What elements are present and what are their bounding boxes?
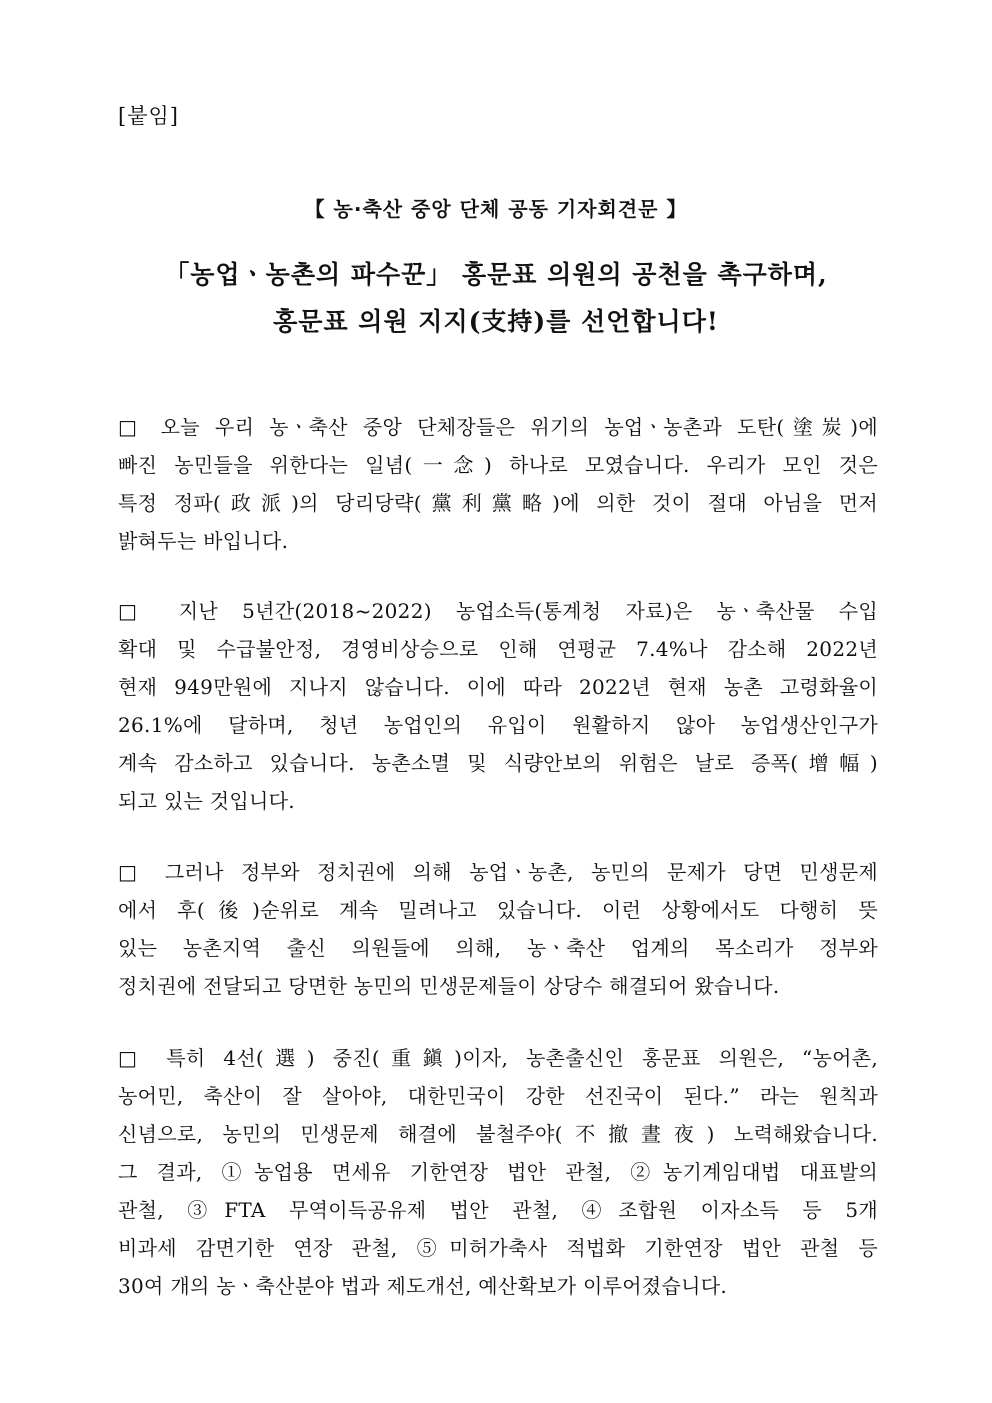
paragraph-line: 정치권에 전달되고 당면한 농민의 민생문제들이 상당수 해결되어 왔습니다. xyxy=(118,974,780,998)
main-title-line-1: 「농업ㆍ농촌의 파수꾼」 홍문표 의원의 공천을 촉구하며, xyxy=(164,260,828,289)
paragraph-line: 되고 있는 것입니다. xyxy=(118,789,295,813)
paragraph-line: □ 오늘 우리 농ㆍ축산 중앙 단체장들은 위기의 농업ㆍ농촌과 도탄(塗炭)에 xyxy=(118,415,878,439)
paragraph-line: 30여 개의 농ㆍ축산분야 법과 제도개선, 예산확보가 이루어졌습니다. xyxy=(118,1274,728,1298)
paragraph-line: 특정 정파(政派)의 당리당략(黨利黨略)에 의한 것이 절대 아님을 먼저 xyxy=(118,491,878,515)
paragraph-2 xyxy=(118,592,878,820)
paragraph-line: 현재 949만원에 지나지 않습니다. 이에 따라 2022년 현재 농촌 고령화율이 xyxy=(118,675,878,699)
paragraph-line: 비과세 감면기한 연장 관철, ⑤미허가축사 적법화 기한연장 법안 관철 등 xyxy=(118,1236,878,1260)
paragraph-line: 에서 후(後)순위로 계속 밀려나고 있습니다. 이런 상황에서도 다행히 뜻 xyxy=(118,898,878,922)
paragraph-line: □ 지난 5년간(2018~2022) 농업소득(통계청 자료)은 농ㆍ축산물 수입 xyxy=(118,599,878,623)
paragraph-1 xyxy=(118,408,878,560)
press-conference-subtitle: 【 농·축산 중앙 단체 공동 기자회견문 】 xyxy=(304,197,688,221)
paragraph-line: □ 그러나 정부와 정치권에 의해 농업ㆍ농촌, 농민의 문제가 당면 민생문제 xyxy=(118,860,878,884)
paragraph-line: 농어민, 축산이 잘 살아야, 대한민국이 강한 선진국이 된다.” 라는 원칙과 xyxy=(118,1084,878,1108)
paragraph-line: 계속 감소하고 있습니다. 농촌소멸 및 식량안보의 위험은 날로 증폭(增幅) xyxy=(118,751,878,775)
paragraph-3 xyxy=(118,853,878,1005)
paragraph-line: 관철, ③FTA 무역이득공유제 법안 관철, ④조합원 이자소득 등 5개 xyxy=(118,1198,878,1222)
main-title-line-2: 홍문표 의원 지지(支持)를 선언합니다! xyxy=(273,307,719,336)
paragraph-line: 있는 농촌지역 출신 의원들에 의해, 농ㆍ축산 업계의 목소리가 정부와 xyxy=(118,936,878,960)
attachment-label: [붙임] xyxy=(118,104,179,128)
paragraph-line: 신념으로, 농민의 민생문제 해결에 불철주야(不撤晝夜) 노력해왔습니다. xyxy=(118,1122,878,1146)
paragraph-line: 26.1%에 달하며, 청년 농업인의 유입이 원활하지 않아 농업생산인구가 xyxy=(118,713,878,737)
paragraph-line: 빠진 농민들을 위한다는 일념(一念) 하나로 모였습니다. 우리가 모인 것은 xyxy=(118,453,878,477)
paragraph-4 xyxy=(118,1039,878,1305)
paragraph-line: 밝혀두는 바입니다. xyxy=(118,529,289,553)
paragraph-line: 확대 및 수급불안정, 경영비상승으로 인해 연평균 7.4%나 감소해 2022년 xyxy=(118,637,878,661)
paragraph-line: 그 결과, ①농업용 면세유 기한연장 법안 관철, ②농기계임대법 대표발의 xyxy=(118,1160,878,1184)
paragraph-line: □ 특히 4선(選) 중진(重鎭)이자, 농촌출신인 홍문표 의원은, “농어촌, xyxy=(118,1046,878,1070)
